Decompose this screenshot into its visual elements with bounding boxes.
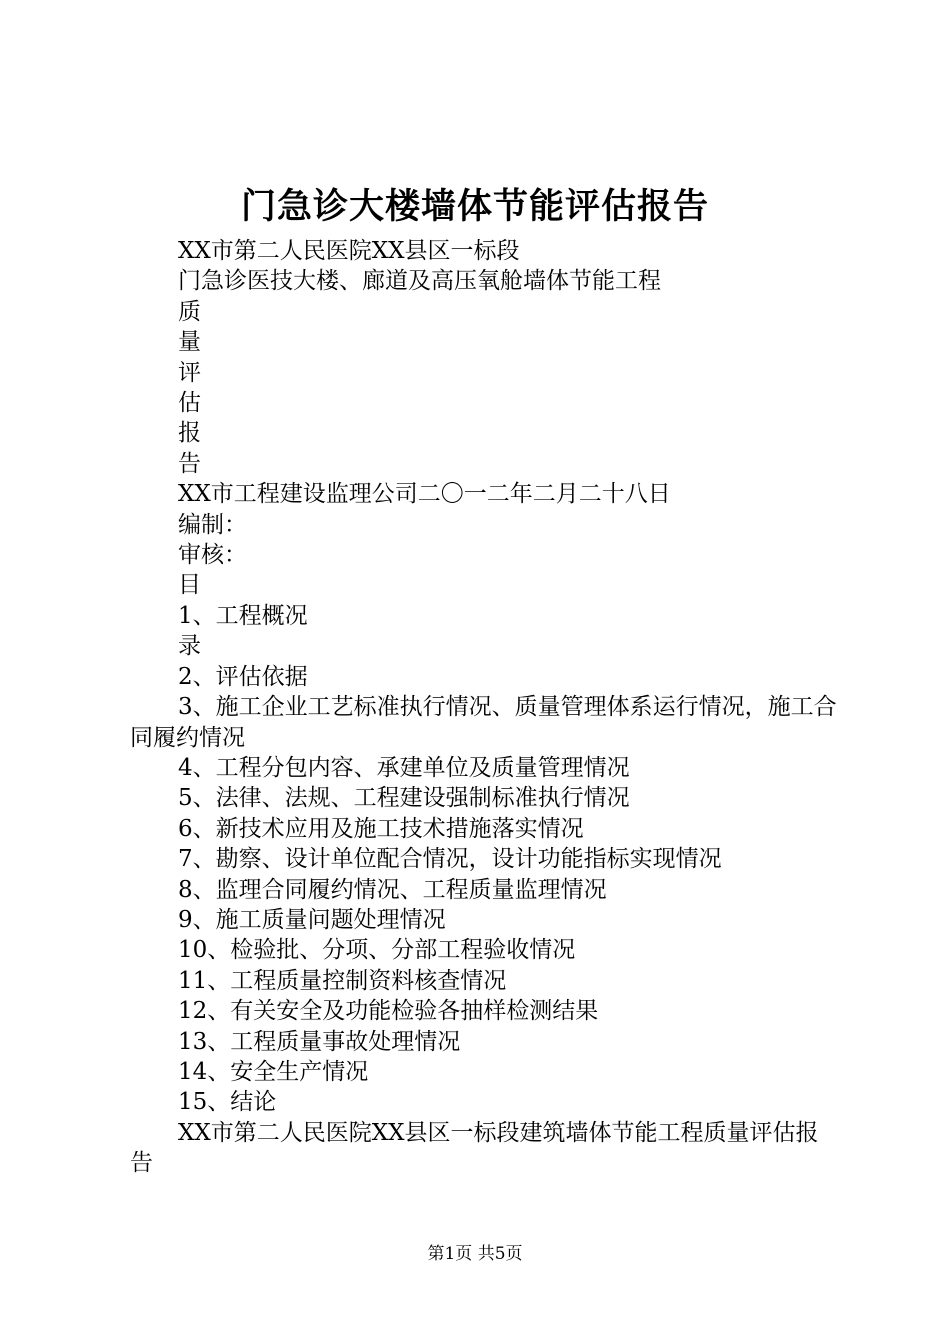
- text-line: 量: [178, 329, 201, 356]
- text-line: 编制：: [178, 511, 247, 538]
- text-line: XX市第二人民医院XX县区一标段建筑墙体节能工程质量评估报告: [130, 1119, 819, 1177]
- toc-item: 12、有关安全及功能检验各抽样检测结果: [178, 998, 599, 1025]
- text-line: 审核：: [178, 542, 247, 569]
- text-line: 录: [178, 633, 201, 660]
- text-line: 目: [178, 572, 201, 599]
- text-line: 告: [178, 450, 201, 477]
- toc-item: 2、评估依据: [178, 663, 308, 690]
- text-line: 估: [178, 390, 201, 417]
- toc-item: 14、安全生产情况: [178, 1058, 369, 1085]
- text-line: XX市工程建设监理公司二〇一二年二月二十八日: [178, 481, 671, 508]
- toc-item: 1、工程概况: [178, 602, 308, 629]
- text-line: 评: [178, 359, 201, 386]
- text-line: 门急诊医技大楼、廊道及高压氧舱墙体节能工程: [178, 268, 661, 295]
- text-line: 质: [178, 298, 201, 325]
- toc-item: 6、新技术应用及施工技术措施落实情况: [178, 815, 584, 842]
- toc-item: 4、工程分包内容、承建单位及质量管理情况: [178, 754, 630, 781]
- toc-item: 13、工程质量事故处理情况: [178, 1028, 461, 1055]
- toc-item: 11、工程质量控制资料核查情况: [178, 967, 507, 994]
- toc-item: 8、监理合同履约情况、工程质量监理情况: [178, 876, 607, 903]
- document-title: 门急诊大楼墙体节能评估报告: [240, 186, 709, 227]
- toc-item: 10、检验批、分项、分部工程验收情况: [178, 937, 576, 964]
- toc-item: 9、施工质量问题处理情况: [178, 906, 446, 933]
- document-body: [130, 236, 840, 1179]
- toc-item: 5、法律、法规、工程建设强制标准执行情况: [178, 785, 630, 812]
- toc-item: 3、施工企业工艺标准执行情况、质量管理体系运行情况，施工合同履约情况: [130, 694, 837, 751]
- page-footer: 第1页 共5页: [427, 1244, 523, 1264]
- toc-item: 15、结论: [178, 1089, 277, 1116]
- text-line: XX市第二人民医院XX县区一标段: [178, 238, 520, 264]
- toc-item: 7、勘察、设计单位配合情况，设计功能指标实现情况: [178, 846, 722, 873]
- text-line: 报: [178, 420, 201, 447]
